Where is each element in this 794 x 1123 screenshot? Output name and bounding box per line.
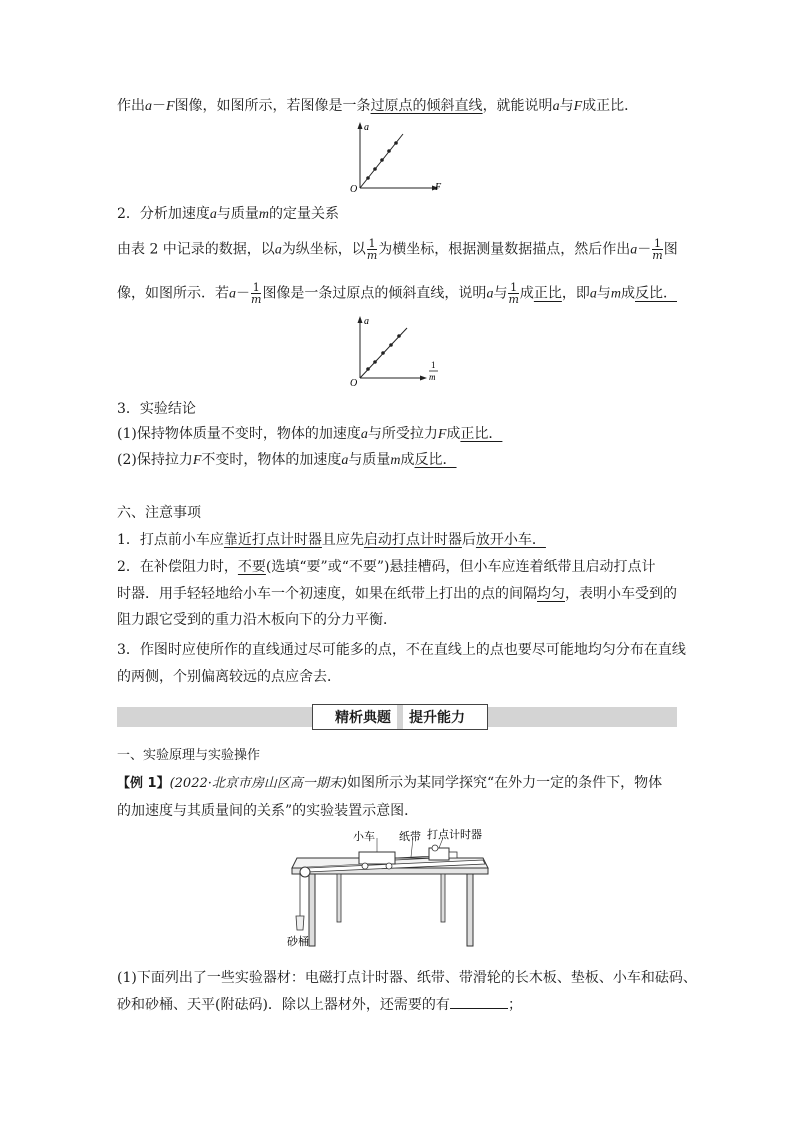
banner-right: 提升能力: [409, 710, 465, 726]
fraction-1-over-m: $\frac{1}{m}$: [508, 281, 519, 306]
answer-inverse-proportion: 反比．: [414, 452, 457, 468]
answer-direct-proportion: 正比: [533, 285, 562, 302]
fraction-1-over-m: $\frac{1}{m}$: [251, 281, 262, 306]
section3-heading: 3．实验结论: [117, 401, 196, 417]
answer-no-hang: 不要: [237, 559, 266, 575]
answer-near-timer: 靠近打点计时器: [223, 532, 322, 548]
graph2-y-label: a: [364, 316, 369, 327]
note-1: 1．打点前小车应靠近打点计时器且应先启动打点计时器后放开小车．: [117, 532, 546, 548]
graph2-x-denominator: m: [429, 372, 436, 382]
label-timer: 打点计时器: [427, 829, 482, 841]
note-2-line2: 时器．用手轻轻地给小车一个初速度，如果在纸带上打出的点的间隔均匀，表明小车受到的: [117, 586, 677, 602]
answer-inverse-proportion: 反比．: [635, 285, 677, 302]
graph-intro-line: 作出a－F图像，如图所示，若图像是一条过原点的倾斜直线，就能说明a与F成正比．: [117, 98, 639, 114]
answer-straight-line: 过原点的倾斜直线: [370, 98, 483, 114]
graph2-origin: O: [350, 378, 358, 389]
example-tag: 【例 1】: [117, 776, 170, 791]
conclusion-2: (2)保持拉力F不变时，物体的加速度a与质量m成反比．: [117, 452, 457, 468]
question-line2: 砂和砂桶、天平(附砝码)．除以上器材外，还需要的有 ；: [117, 994, 522, 1015]
a-inverse-m-graph: [345, 312, 455, 390]
part1-heading: 一、实验原理与实验操作: [117, 748, 261, 763]
section2-para-line2: 像，如图所示．若a－ $\frac{1}{m}$ 图像是一条过原点的倾斜直线，说明a与 $\frac{1}{m}$ 成正比，即a与m成反比．: [117, 281, 677, 306]
label-car: 小车: [353, 831, 375, 843]
example-source: (2022·北京市房山区高一期末): [169, 776, 347, 791]
answer-blank[interactable]: [450, 994, 508, 1009]
example-line1: 【例 1】(2022·北京市房山区高一期末)如图所示为某同学探究“在外力一定的条件下，物体: [117, 775, 663, 791]
graph1-origin: O: [350, 184, 358, 194]
section-banner: [117, 707, 677, 727]
graph1-y-label: a: [364, 122, 369, 133]
graph2-x-numerator: 1: [431, 360, 436, 370]
graph1-x-label: F: [435, 182, 442, 193]
label-tape: 纸带: [399, 831, 421, 843]
answer-start-timer: 启动打点计时器: [363, 532, 462, 548]
note-3-line2: 的两侧，个别偏离较远的点应舍去．: [117, 669, 341, 685]
section2-heading: 2．分析加速度a与质量m的定量关系: [117, 206, 340, 222]
answer-uniform: 均匀: [537, 586, 565, 602]
fraction-1-over-m: $\frac{1}{m}$: [366, 237, 378, 262]
example-line2: 的加速度与其质量间的关系”的实验装置示意图．: [117, 803, 419, 819]
question-line1: (1)下面列出了一些实验器材：电磁打点计时器、纸带、带滑轮的长木板、垫板、小车和砝码、: [117, 970, 697, 986]
note-2-line1: 2．在补偿阻力时，不要(选填“要”或“不要”)悬挂槽码，但小车应连着纸带且启动打点计: [117, 559, 656, 575]
label-bucket: 砂桶: [287, 936, 309, 948]
answer-release-car: 放开小车．: [475, 532, 546, 548]
note-2-line3: 阻力跟它受到的重力沿木板向下的分力平衡．: [117, 612, 397, 628]
fraction-1-over-m: $\frac{1}{m}$: [652, 237, 663, 262]
a-f-graph: [345, 118, 455, 194]
conclusion-1: (1)保持物体质量不变时，物体的加速度a与所受拉力F成正比．: [117, 426, 503, 442]
section2-para-line1: 由表 2 中记录的数据，以a为纵坐标，以 $\frac{1}{m}$ 为横坐标，根据测量数据描点，然后作出a－ $\frac{1}{m}$ 图: [117, 237, 678, 262]
notes-heading: 六、注意事项: [117, 505, 201, 521]
answer-direct-proportion: 正比．: [460, 426, 503, 442]
note-3-line1: 3．作图时应使所作的直线通过尽可能多的点，不在直线上的点也要尽可能地均匀分布在直线: [117, 642, 686, 658]
apparatus-diagram: [285, 826, 495, 956]
banner-left: 精析典题: [335, 710, 391, 726]
banner-title: [312, 704, 488, 730]
